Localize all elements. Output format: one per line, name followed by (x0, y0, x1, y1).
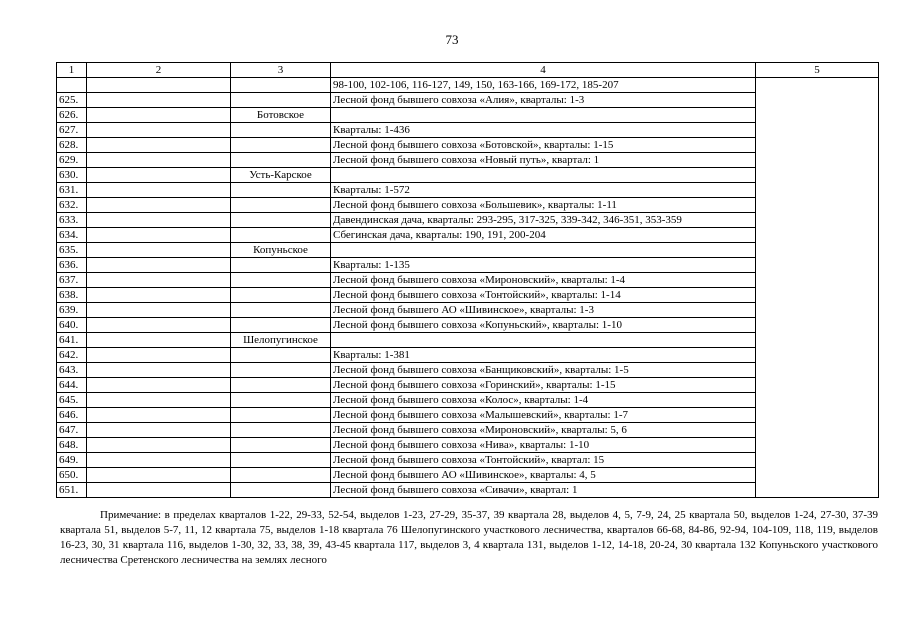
district-cell (231, 153, 331, 168)
district-cell (231, 468, 331, 483)
table-row (57, 153, 879, 168)
district-cell (231, 138, 331, 153)
empty-cell (87, 438, 231, 453)
column-header: 4 (331, 63, 756, 78)
row-number-cell: 625. (57, 93, 87, 108)
district-cell (231, 213, 331, 228)
column-5-cell (756, 78, 879, 498)
table-row (57, 393, 879, 408)
district-cell (231, 423, 331, 438)
table-row (57, 453, 879, 468)
content-cell: Лесной фонд бывшего совхоза «Ботовской», кварталы: 1-15 (331, 138, 756, 153)
district-cell: Шелопугинское (231, 333, 331, 348)
content-cell: Лесной фонд бывшего совхоза «Горинский», кварталы: 1-15 (331, 378, 756, 393)
district-cell (231, 273, 331, 288)
row-number-cell: 645. (57, 393, 87, 408)
empty-cell (87, 198, 231, 213)
table-row (57, 318, 879, 333)
table-row (57, 123, 879, 138)
row-number-cell: 644. (57, 378, 87, 393)
empty-cell (87, 228, 231, 243)
row-number-cell: 642. (57, 348, 87, 363)
row-number-cell: 638. (57, 288, 87, 303)
table-row (57, 78, 879, 93)
district-cell (231, 288, 331, 303)
row-number-cell: 632. (57, 198, 87, 213)
table-row (57, 138, 879, 153)
table-row (57, 348, 879, 363)
content-cell: Лесной фонд бывшего совхоза «Малышевский», кварталы: 1-7 (331, 408, 756, 423)
row-number-cell: 649. (57, 453, 87, 468)
column-header: 5 (756, 63, 879, 78)
table-row (57, 438, 879, 453)
content-cell: Лесной фонд бывшего АО «Шивинское», кварталы: 1-3 (331, 303, 756, 318)
row-number-cell: 650. (57, 468, 87, 483)
row-number-cell: 639. (57, 303, 87, 318)
district-cell (231, 123, 331, 138)
row-number-cell: 643. (57, 363, 87, 378)
table-row (57, 333, 879, 348)
empty-cell (87, 303, 231, 318)
content-cell: Кварталы: 1-436 (331, 123, 756, 138)
content-cell (331, 243, 756, 258)
district-cell (231, 348, 331, 363)
column-header: 3 (231, 63, 331, 78)
row-number-cell: 629. (57, 153, 87, 168)
table-header-row (57, 63, 879, 78)
district-cell (231, 303, 331, 318)
content-cell: Лесной фонд бывшего совхоза «Алия», кварталы: 1-3 (331, 93, 756, 108)
district-cell (231, 453, 331, 468)
district-cell (231, 198, 331, 213)
district-cell (231, 393, 331, 408)
empty-cell (87, 318, 231, 333)
page-number: 73 (445, 32, 459, 47)
empty-cell (87, 258, 231, 273)
district-cell (231, 483, 331, 498)
row-number-cell: 631. (57, 183, 87, 198)
district-cell: Копуньское (231, 243, 331, 258)
content-cell: Сбегинская дача, кварталы: 190, 191, 200-204 (331, 228, 756, 243)
content-cell: Лесной фонд бывшего совхоза «Сивачи», квартал: 1 (331, 483, 756, 498)
table-row (57, 408, 879, 423)
content-cell (331, 168, 756, 183)
district-cell (231, 318, 331, 333)
district-cell (231, 408, 331, 423)
content-cell (331, 333, 756, 348)
content-cell: Лесной фонд бывшего совхоза «Копуньский», кварталы: 1-10 (331, 318, 756, 333)
content-cell: Кварталы: 1-381 (331, 348, 756, 363)
district-cell (231, 78, 331, 93)
empty-cell (87, 468, 231, 483)
table-row (57, 378, 879, 393)
table-row (57, 243, 879, 258)
table-row (57, 108, 879, 123)
empty-cell (87, 78, 231, 93)
row-number-cell: 628. (57, 138, 87, 153)
footnote-text: Примечание: в пределах кварталов 1-22, 29-33, 52-54, выделов 1-23, 27-29, 35-37, 39 квартала 28, выделов 4, 5, 7-9, 24, 25 квартала 50, выделов 1-24, 27-30, 37-39 квартала 51, выделов 5-7, 11, 12 квартала 75, выделов 1-18 квартала 76 Шелопугинского участкового лесничества, кварталов 66-68, 84-86, 92-94, 104-109, 118, 119, выделов 16-23, 30, 31 квартала 116, выделов 1-30, 32, 33, 38, 39, 43-45 квартала 117, выделов 3, 4 квартала 131, выделов 1-12, 14-18, 20-24, 30 квартала 132 Копуньского участкового лесничества Сретенского лесничества на землях лесного (60, 509, 878, 566)
table-row (57, 168, 879, 183)
empty-cell (87, 408, 231, 423)
content-cell: Лесной фонд бывшего совхоза «Колос», кварталы: 1-4 (331, 393, 756, 408)
content-cell: Лесной фонд бывшего совхоза «Банщиковский», кварталы: 1-5 (331, 363, 756, 378)
district-cell (231, 438, 331, 453)
content-cell: Кварталы: 1-135 (331, 258, 756, 273)
row-number-cell: 633. (57, 213, 87, 228)
content-cell: Лесной фонд бывшего совхоза «Мироновский», кварталы: 5, 6 (331, 423, 756, 438)
empty-cell (87, 168, 231, 183)
content-cell (331, 108, 756, 123)
content-cell: Давендинская дача, кварталы: 293-295, 317-325, 339-342, 346-351, 353-359 (331, 213, 756, 228)
row-number-cell: 646. (57, 408, 87, 423)
row-number-cell: 626. (57, 108, 87, 123)
content-cell: 98-100, 102-106, 116-127, 149, 150, 163-166, 169-172, 185-207 (331, 78, 756, 93)
empty-cell (87, 213, 231, 228)
empty-cell (87, 123, 231, 138)
content-cell: Лесной фонд бывшего совхоза «Тонтойский», квартал: 15 (331, 453, 756, 468)
row-number-cell: 627. (57, 123, 87, 138)
table-row (57, 258, 879, 273)
table-row (57, 183, 879, 198)
row-number-cell: 635. (57, 243, 87, 258)
empty-cell (87, 423, 231, 438)
table-row (57, 228, 879, 243)
content-cell: Лесной фонд бывшего совхоза «Тонтойский», кварталы: 1-14 (331, 288, 756, 303)
empty-cell (87, 288, 231, 303)
row-number-cell: 647. (57, 423, 87, 438)
table-row (57, 363, 879, 378)
row-number-cell: 634. (57, 228, 87, 243)
table-row (57, 303, 879, 318)
district-cell (231, 228, 331, 243)
content-cell: Лесной фонд бывшего совхоза «Большевик», кварталы: 1-11 (331, 198, 756, 213)
empty-cell (87, 453, 231, 468)
row-number-cell: 641. (57, 333, 87, 348)
column-header: 2 (87, 63, 231, 78)
empty-cell (87, 273, 231, 288)
empty-cell (87, 183, 231, 198)
district-cell (231, 378, 331, 393)
district-cell (231, 258, 331, 273)
district-cell: Усть-Карское (231, 168, 331, 183)
district-cell: Ботовское (231, 108, 331, 123)
row-number-cell: 648. (57, 438, 87, 453)
district-cell (231, 363, 331, 378)
table-row (57, 198, 879, 213)
empty-cell (87, 378, 231, 393)
content-cell: Лесной фонд бывшего совхоза «Мироновский», кварталы: 1-4 (331, 273, 756, 288)
empty-cell (87, 393, 231, 408)
empty-cell (87, 483, 231, 498)
district-cell (231, 183, 331, 198)
column-header: 1 (57, 63, 87, 78)
table-row (57, 93, 879, 108)
content-cell: Лесной фонд бывшего АО «Шивинское», кварталы: 4, 5 (331, 468, 756, 483)
content-cell: Кварталы: 1-572 (331, 183, 756, 198)
empty-cell (87, 363, 231, 378)
content-cell: Лесной фонд бывшего совхоза «Нива», кварталы: 1-10 (331, 438, 756, 453)
row-number-cell: 637. (57, 273, 87, 288)
table-row (57, 273, 879, 288)
empty-cell (87, 93, 231, 108)
row-number-cell (57, 78, 87, 93)
row-number-cell: 640. (57, 318, 87, 333)
empty-cell (87, 348, 231, 363)
table-row (57, 423, 879, 438)
row-number-cell: 651. (57, 483, 87, 498)
table-row (57, 468, 879, 483)
content-cell: Лесной фонд бывшего совхоза «Новый путь», квартал: 1 (331, 153, 756, 168)
district-cell (231, 93, 331, 108)
empty-cell (87, 153, 231, 168)
table-row (57, 213, 879, 228)
document-table (56, 62, 879, 498)
row-number-cell: 630. (57, 168, 87, 183)
table-row (57, 288, 879, 303)
empty-cell (87, 138, 231, 153)
empty-cell (87, 243, 231, 258)
row-number-cell: 636. (57, 258, 87, 273)
empty-cell (87, 333, 231, 348)
empty-cell (87, 108, 231, 123)
table-row (57, 483, 879, 498)
